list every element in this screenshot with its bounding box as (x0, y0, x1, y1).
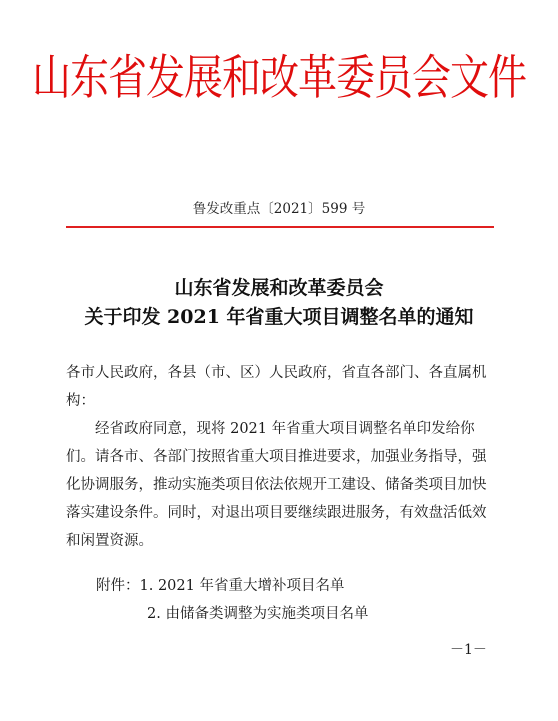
attachment-line-1 (96, 572, 344, 600)
attachment-label: 附件： (96, 578, 140, 594)
notice-title-line-2: 关于印发 2021 年省重大项目调整名单的通知 (84, 306, 474, 328)
notice-title-line-1: 山东省发展和改革委员会 (174, 277, 384, 299)
red-separator-line (66, 226, 494, 228)
body-paragraph: 经省政府同意，现将 2021 年省重大项目调整名单印发给你们。请各市、各部门按照省重大项目推进要求，加强业务指导，强化协调服务，推动实施类项目依法依规开工建设、储备类项目加快落实建设条件。同时，对退出项目要继续跟进服务，有效盘活低效和闲置资源。 (66, 421, 487, 549)
document-number: 鲁发改重点〔2021〕599 号 (192, 201, 366, 217)
attachment-line-2 (147, 600, 368, 628)
page-number: －1－ (450, 642, 487, 658)
attachment-item: 2. 由储备类调整为实施类项目名单 (147, 606, 369, 622)
attachment-item: 1. 2021 年省重大增补项目名单 (139, 578, 345, 594)
salutation-text: 各市人民政府，各县（市、区）人民政府，省直各部门、各直属机构： (66, 365, 487, 409)
document-header-title: 山东省发展和改革委员会文件 (31, 51, 526, 107)
